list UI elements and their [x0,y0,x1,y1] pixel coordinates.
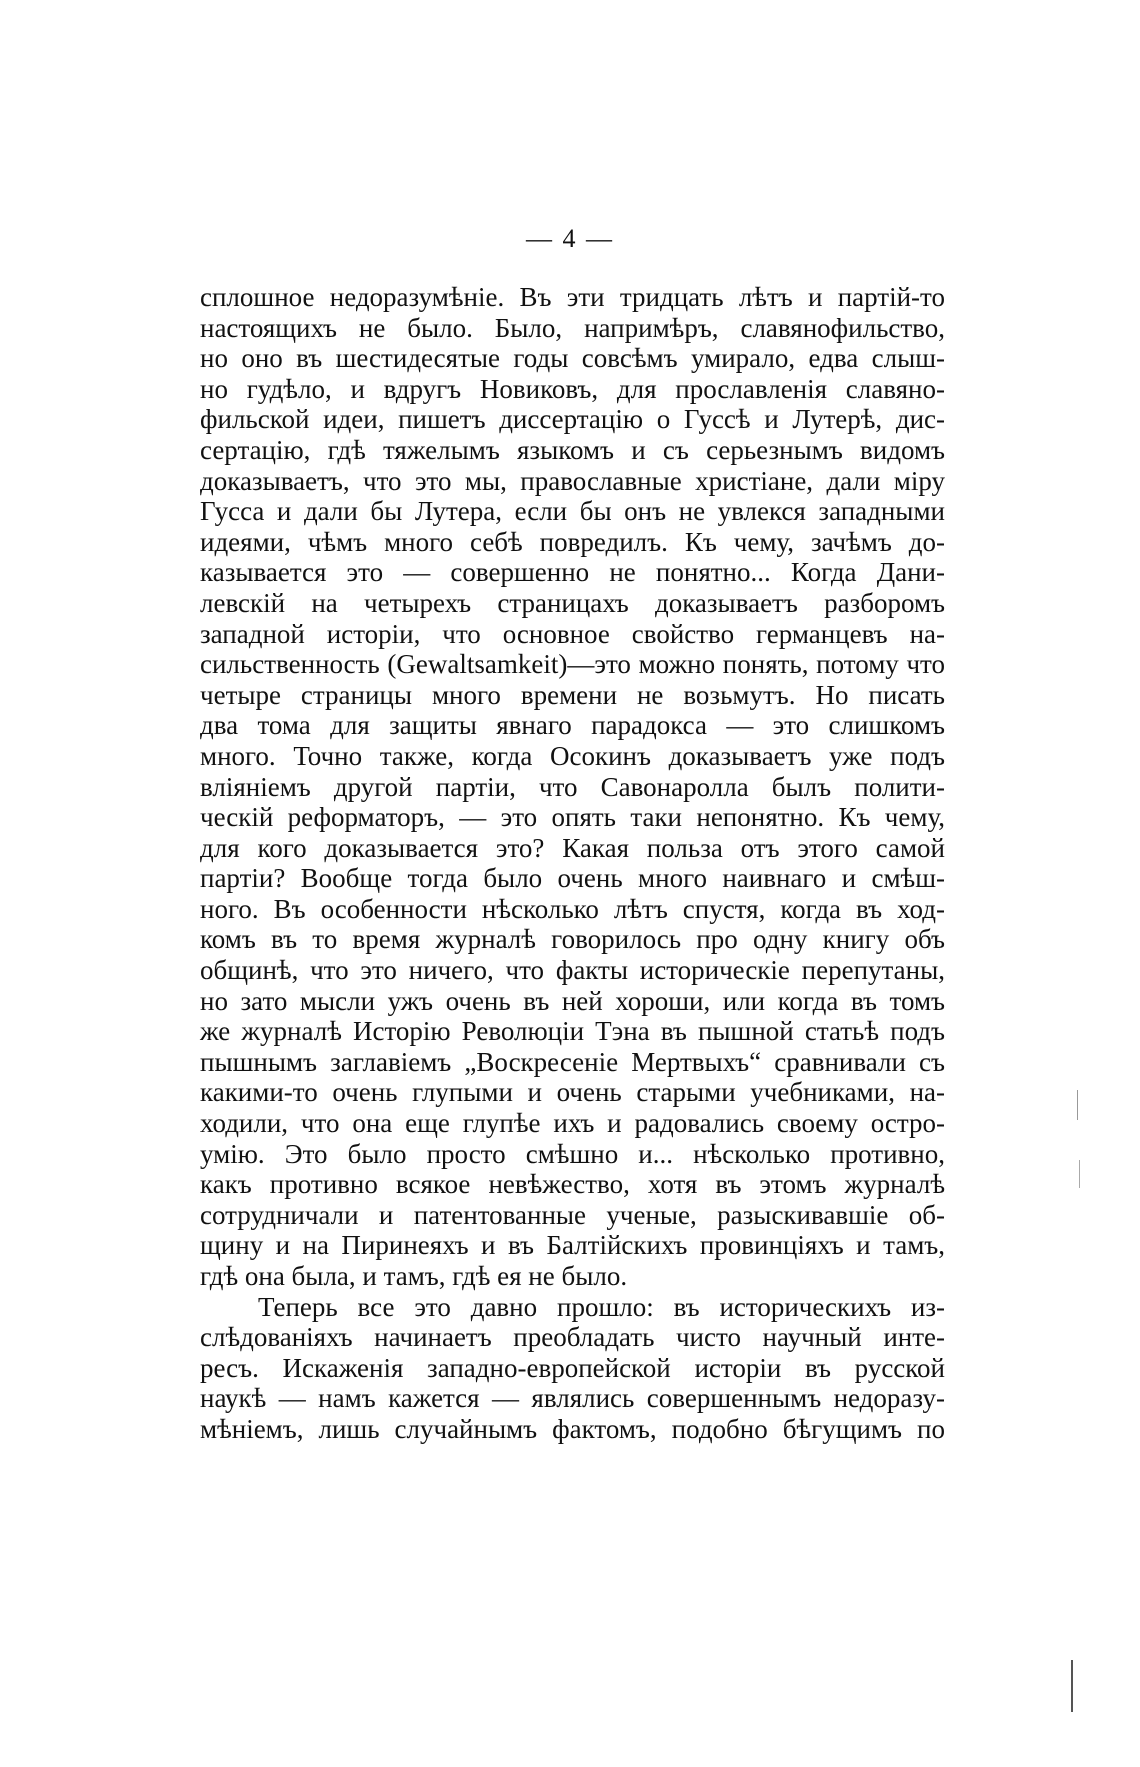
text-line: казывается это — совершенно не понятно... Когда Дани- [200,557,945,588]
text-line: настоящихъ не было. Было, напримѣръ, славянофильство, [200,312,945,343]
text-line: наукѣ — намъ кажется — являлись совершеннымъ недоразу- [200,1383,945,1414]
text-line: мѣніемъ, лишь случайнымъ фактомъ, подобно бѣгущимъ по [200,1413,945,1444]
text-line: Гусса и дали бы Лутера, если бы онъ не увлекся западными [200,496,945,527]
text-line: сотрудничали и патентованные ученые, разыскивавшіе об- [200,1199,945,1230]
paragraph-1 [200,282,945,1292]
text-line: умію. Это было просто смѣшно и... нѣсколько противно, [200,1138,945,1169]
text-line: Теперь все это давно прошло: въ историческихъ из- [258,1291,945,1322]
text-line: для кого доказывается это? Какая польза отъ этого самой [200,832,945,863]
text-line: комъ въ то время журналѣ говорилось про одну книгу объ [200,924,945,955]
text-line: щину и на Пиринеяхъ и въ Балтійскихъ провинціяхъ и тамъ, [200,1230,945,1261]
text-line: ного. Въ особенности нѣсколько лѣтъ спустя, когда въ ход- [200,893,945,924]
text-line: ресъ. Искаженія западно-европейской исторіи въ русской [200,1352,945,1383]
text-line: но зато мысли ужъ очень въ ней хороши, или когда въ томъ [200,985,945,1016]
scan-edge-mark [1079,1160,1080,1188]
paragraph-2 [200,1292,945,1445]
text-line: сертацію, гдѣ тяжелымъ языкомъ и съ серьезнымъ видомъ [200,434,945,465]
scan-edge-mark [1071,1660,1073,1712]
text-line: вліяніемъ другой партіи, что Савонаролла былъ полити- [200,771,945,802]
page-number: — 4 — [526,224,614,253]
text-line: гдѣ она была, и тамъ, гдѣ ея не было. [200,1261,628,1291]
text-line: же журналѣ Исторію Революціи Тэна въ пышной статьѣ подъ [200,1016,945,1047]
text-line: какими-то очень глупыми и очень старыми учебниками, на- [200,1077,945,1108]
text-line: но оно въ шестидесятые годы совсѣмъ умирало, едва слыш- [200,343,945,374]
text-line: много. Точно также, когда Осокинъ доказываетъ уже подъ [200,740,945,771]
scan-edge-mark [1077,1090,1078,1120]
text-line: идеями, чѣмъ много себѣ повредилъ. Къ чему, зачѣмъ до- [200,526,945,557]
text-line: партіи? Вообще тогда было очень много наивнаго и смѣш- [200,863,945,894]
text-line: сплошное недоразумѣніе. Въ эти тридцать лѣтъ и партій-то [200,282,945,312]
text-line: фильской идеи, пишетъ диссертацію о Гуссѣ и Лутерѣ, дис- [200,404,945,435]
text-line: но гудѣло, и вдругъ Новиковъ, для прославленія славяно- [200,373,945,404]
text-line: слѣдованіяхъ начинаетъ преобладать чисто научный инте- [200,1322,945,1353]
text-line: ходили, что она еще глупѣе ихъ и радовались своему остро- [200,1108,945,1139]
text-line: левскій на четырехъ страницахъ доказываетъ разборомъ [200,587,945,618]
text-line: ческій реформаторъ, — это опять таки непонятно. Къ чему, [200,802,945,833]
text-line: два тома для защиты явнаго парадокса — это слишкомъ [200,710,945,741]
text-line: доказываетъ, что это мы, православные христіане, дали міру [200,465,945,496]
body-text [200,282,945,1445]
text-line: четыре страницы много времени не возьмутъ. Но писать [200,679,945,710]
text-line: западной исторіи, что основное свойство германцевъ на- [200,618,945,649]
text-line: сильственность (Gewaltsamkeit)—это можно понять, потому что [200,649,945,680]
text-line: пышнымъ заглавіемъ „Воскресеніе Мертвыхъ“ сравнивали съ [200,1046,945,1077]
text-line: какъ противно всякое невѣжество, хотя въ этомъ журналѣ [200,1169,945,1200]
text-line: общинѣ, что это ничего, что факты историческіе перепутаны, [200,955,945,986]
